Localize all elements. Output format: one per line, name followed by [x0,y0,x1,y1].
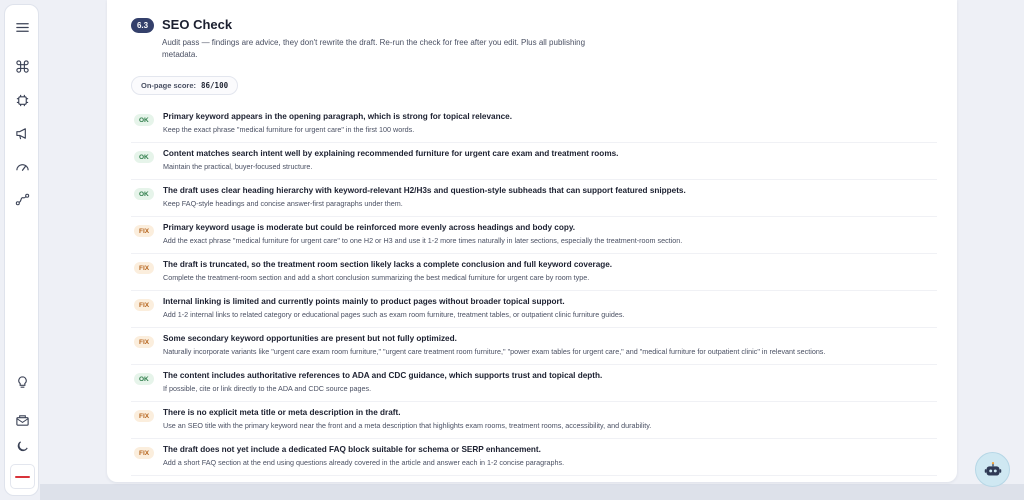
bottom-bar [40,484,1024,500]
finding-row [131,402,937,439]
status-badge: FIX [134,299,154,311]
status-badge: FIX [134,447,154,459]
finding-title: The draft does not yet include a dedicated FAQ block suitable for schema or SERP enhancement. [163,445,541,454]
chip-icon[interactable] [12,90,32,110]
step-badge: 6.3 [131,18,154,33]
finding-title: Primary keyword usage is moderate but could be reinforced more evenly across headings and body copy. [163,223,576,232]
mail-icon[interactable] [12,410,32,430]
lightbulb-icon[interactable] [12,372,32,392]
status-badge: OK [134,373,154,385]
finding-title: The draft uses clear heading hierarchy with keyword-relevant H2/H3s and question-style subheads that can support featured snippets. [163,186,686,195]
gauge-icon[interactable] [12,156,32,176]
status-badge: FIX [134,225,154,237]
finding-desc: Use an SEO title with the primary keyword near the front and a meta description that highlights exam rooms, treatment rooms, accessibility, and durability. [163,421,652,430]
finding-desc: Maintain the practical, buyer-focused structure. [163,162,313,171]
finding-title: There is no explicit meta title or meta description in the draft. [163,408,401,417]
finding-title: The draft is truncated, so the treatment room section likely lacks a complete conclusion and full keyword coverage. [163,260,613,269]
finding-title: The content includes authoritative references to ADA and CDC guidance, which supports trust and topical depth. [163,371,603,380]
finding-row [131,291,937,328]
score-pill [131,76,238,95]
finding-desc: If possible, cite or link directly to the ADA and CDC source pages. [163,384,372,393]
seo-check-card [107,0,957,482]
finding-row [131,254,937,291]
score-label: On-page score: [141,81,197,90]
finding-title: Primary keyword appears in the opening paragraph, which is strong for topical relevance. [163,112,512,121]
status-badge: OK [134,188,154,200]
finding-desc: Add the exact phrase "medical furniture for urgent care" to one H2 or H3 and use it 1-2 more times naturally in later sections, especially the treatment-room section. [163,236,683,245]
workspace-logo[interactable] [10,464,35,489]
finding-row [131,439,937,476]
robot-icon [982,459,1004,481]
finding-desc: Add a short FAQ section at the end using questions already covered in the article and answer each in 1-2 concise paragraphs. [163,458,565,467]
finding-row [131,328,937,365]
finding-desc: Naturally incorporate variants like "urgent care exam room furniture," "urgent care treatment room furniture," "power exam tables for urgent care," and "medical furniture for outpatient clinic" in relevant sections. [163,347,826,356]
finding-row [131,143,937,180]
finding-title: Internal linking is limited and currently points mainly to product pages without broader topical support. [163,297,565,306]
finding-row [131,217,937,254]
finding-row [131,365,937,402]
assistant-bot-button[interactable] [975,452,1010,487]
finding-row [131,180,937,217]
finding-title: Content matches search intent well by explaining recommended furniture for urgent care exam and treatment rooms. [163,149,619,158]
menu-icon[interactable] [12,17,32,37]
finding-row [131,106,937,143]
status-badge: FIX [134,410,154,422]
megaphone-icon[interactable] [12,123,32,143]
command-icon[interactable] [12,56,32,76]
finding-desc: Keep the exact phrase "medical furniture for urgent care" in the first 100 words. [163,125,415,134]
score-value: 86/100 [201,81,229,90]
finding-desc: Keep FAQ-style headings and concise answer-first paragraphs under them. [163,199,403,208]
finding-desc: Complete the treatment-room section and add a short conclusion summarizing the best medical furniture for urgent care by room type. [163,273,590,282]
moon-icon[interactable] [12,436,32,456]
status-badge: FIX [134,262,154,274]
status-badge: FIX [134,336,154,348]
status-badge: OK [134,151,154,163]
route-icon[interactable] [12,189,32,209]
status-badge: OK [134,114,154,126]
sidebar [4,4,39,496]
finding-title: Some secondary keyword opportunities are present but not fully optimized. [163,334,457,343]
section-title: SEO Check [162,17,233,32]
finding-desc: Add 1-2 internal links to related category or educational pages such as exam room furniture, treatment tables, or outpatient clinic furniture guides. [163,310,625,319]
findings-list [131,106,937,476]
section-subtitle: Audit pass — findings are advice, they don't rewrite the draft. Re-run the check for free after you edit. Plus all publishing metadata. [162,38,586,59]
